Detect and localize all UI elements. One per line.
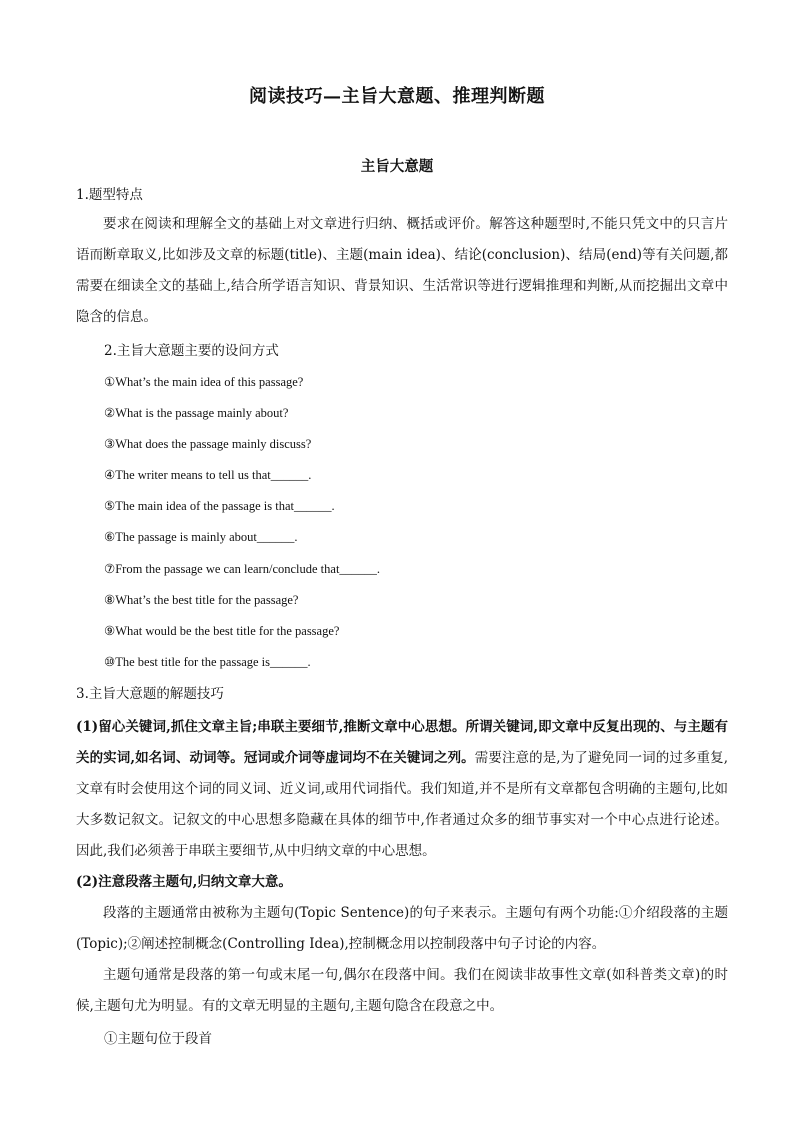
section-2-heading: 2.主旨大意题主要的设问方式 <box>104 343 279 359</box>
question-item: ④The writer means to tell us that______. <box>104 468 312 482</box>
section-3-heading: 3.主旨大意题的解题技巧 <box>76 686 224 702</box>
question-item: ⑨What would be the best title for the passage? <box>104 624 340 638</box>
paragraph-1-text: 需要注意的是,为了避免同一词的过多重复,文章有时会使用这个词的同义词、近义词,或用代词指代。我们知道,并不是所有文章都包含明确的主题句,比如大多数记叙文。记叙文的中心思想多隐藏在具体的细节中,作者通过众多的细节事实对一个中心点进行论述。因此,我们必须善于串联主要细节,从中归纳文章的中心思想。 <box>76 750 728 859</box>
key-point-1: (1)留心关键词,抓住文章主旨;串联主要细节,推断文章中心思想。所谓关键词,即文章中反复出现的、与主题有关的实词,如名词、动词等。冠词或介词等虚词均不在关键词之列。 <box>76 719 728 766</box>
question-item: ⑧What’s the best title for the passage? <box>104 593 299 607</box>
question-item: ⑥The passage is mainly about______. <box>104 530 298 544</box>
section-3-paragraph-3: 段落的主题通常由被称为主题句(Topic Sentence)的句子来表示。主题句有两个功能:①介绍段落的主题(Topic);②阐述控制概念(Controlling Idea),控制概念用以控制段落中句子讨论的内容。 <box>76 905 728 952</box>
section-3-paragraph-4: 主题句通常是段落的第一句或末尾一句,偶尔在段落中间。我们在阅读非故事性文章(如科普类文章)的时候,主题句尤为明显。有的文章无明显的主题句,主题句隐含在段意之中。 <box>76 967 728 1014</box>
section-title: 主旨大意题 <box>360 158 434 175</box>
key-point-2: (2)注意段落主题句,归纳文章大意。 <box>76 874 292 890</box>
section-1-heading: 1.题型特点 <box>76 187 143 203</box>
question-item: ⑦From the passage we can learn/conclude that______. <box>104 562 381 576</box>
question-item: ⑤The main idea of the passage is that______. <box>104 499 335 513</box>
section-1-text: 要求在阅读和理解全文的基础上对文章进行归纳、概括或评价。解答这种题型时,不能只凭文中的只言片语而断章取义,比如涉及文章的标题(title)、主题(main idea)、结论(conclusion)、结局(end)等有关问题,都需要在细读全文的基础上,结合所学语言知识、背景知识、生活常识等进行逻辑推理和判断,从而挖掘出文章中隐含的信息。 <box>76 216 728 325</box>
question-item: ①What’s the main idea of this passage? <box>104 375 304 389</box>
section-3-paragraph-5: ①主题句位于段首 <box>104 1031 212 1047</box>
section-3-paragraph-1 <box>76 712 728 867</box>
question-item: ⑩The best title for the passage is______. <box>104 655 311 669</box>
page-title: 阅读技巧—主旨大意题、推理判断题 <box>249 86 545 107</box>
question-item: ③What does the passage mainly discuss? <box>104 437 312 451</box>
question-item: ②What is the passage mainly about? <box>104 406 289 420</box>
